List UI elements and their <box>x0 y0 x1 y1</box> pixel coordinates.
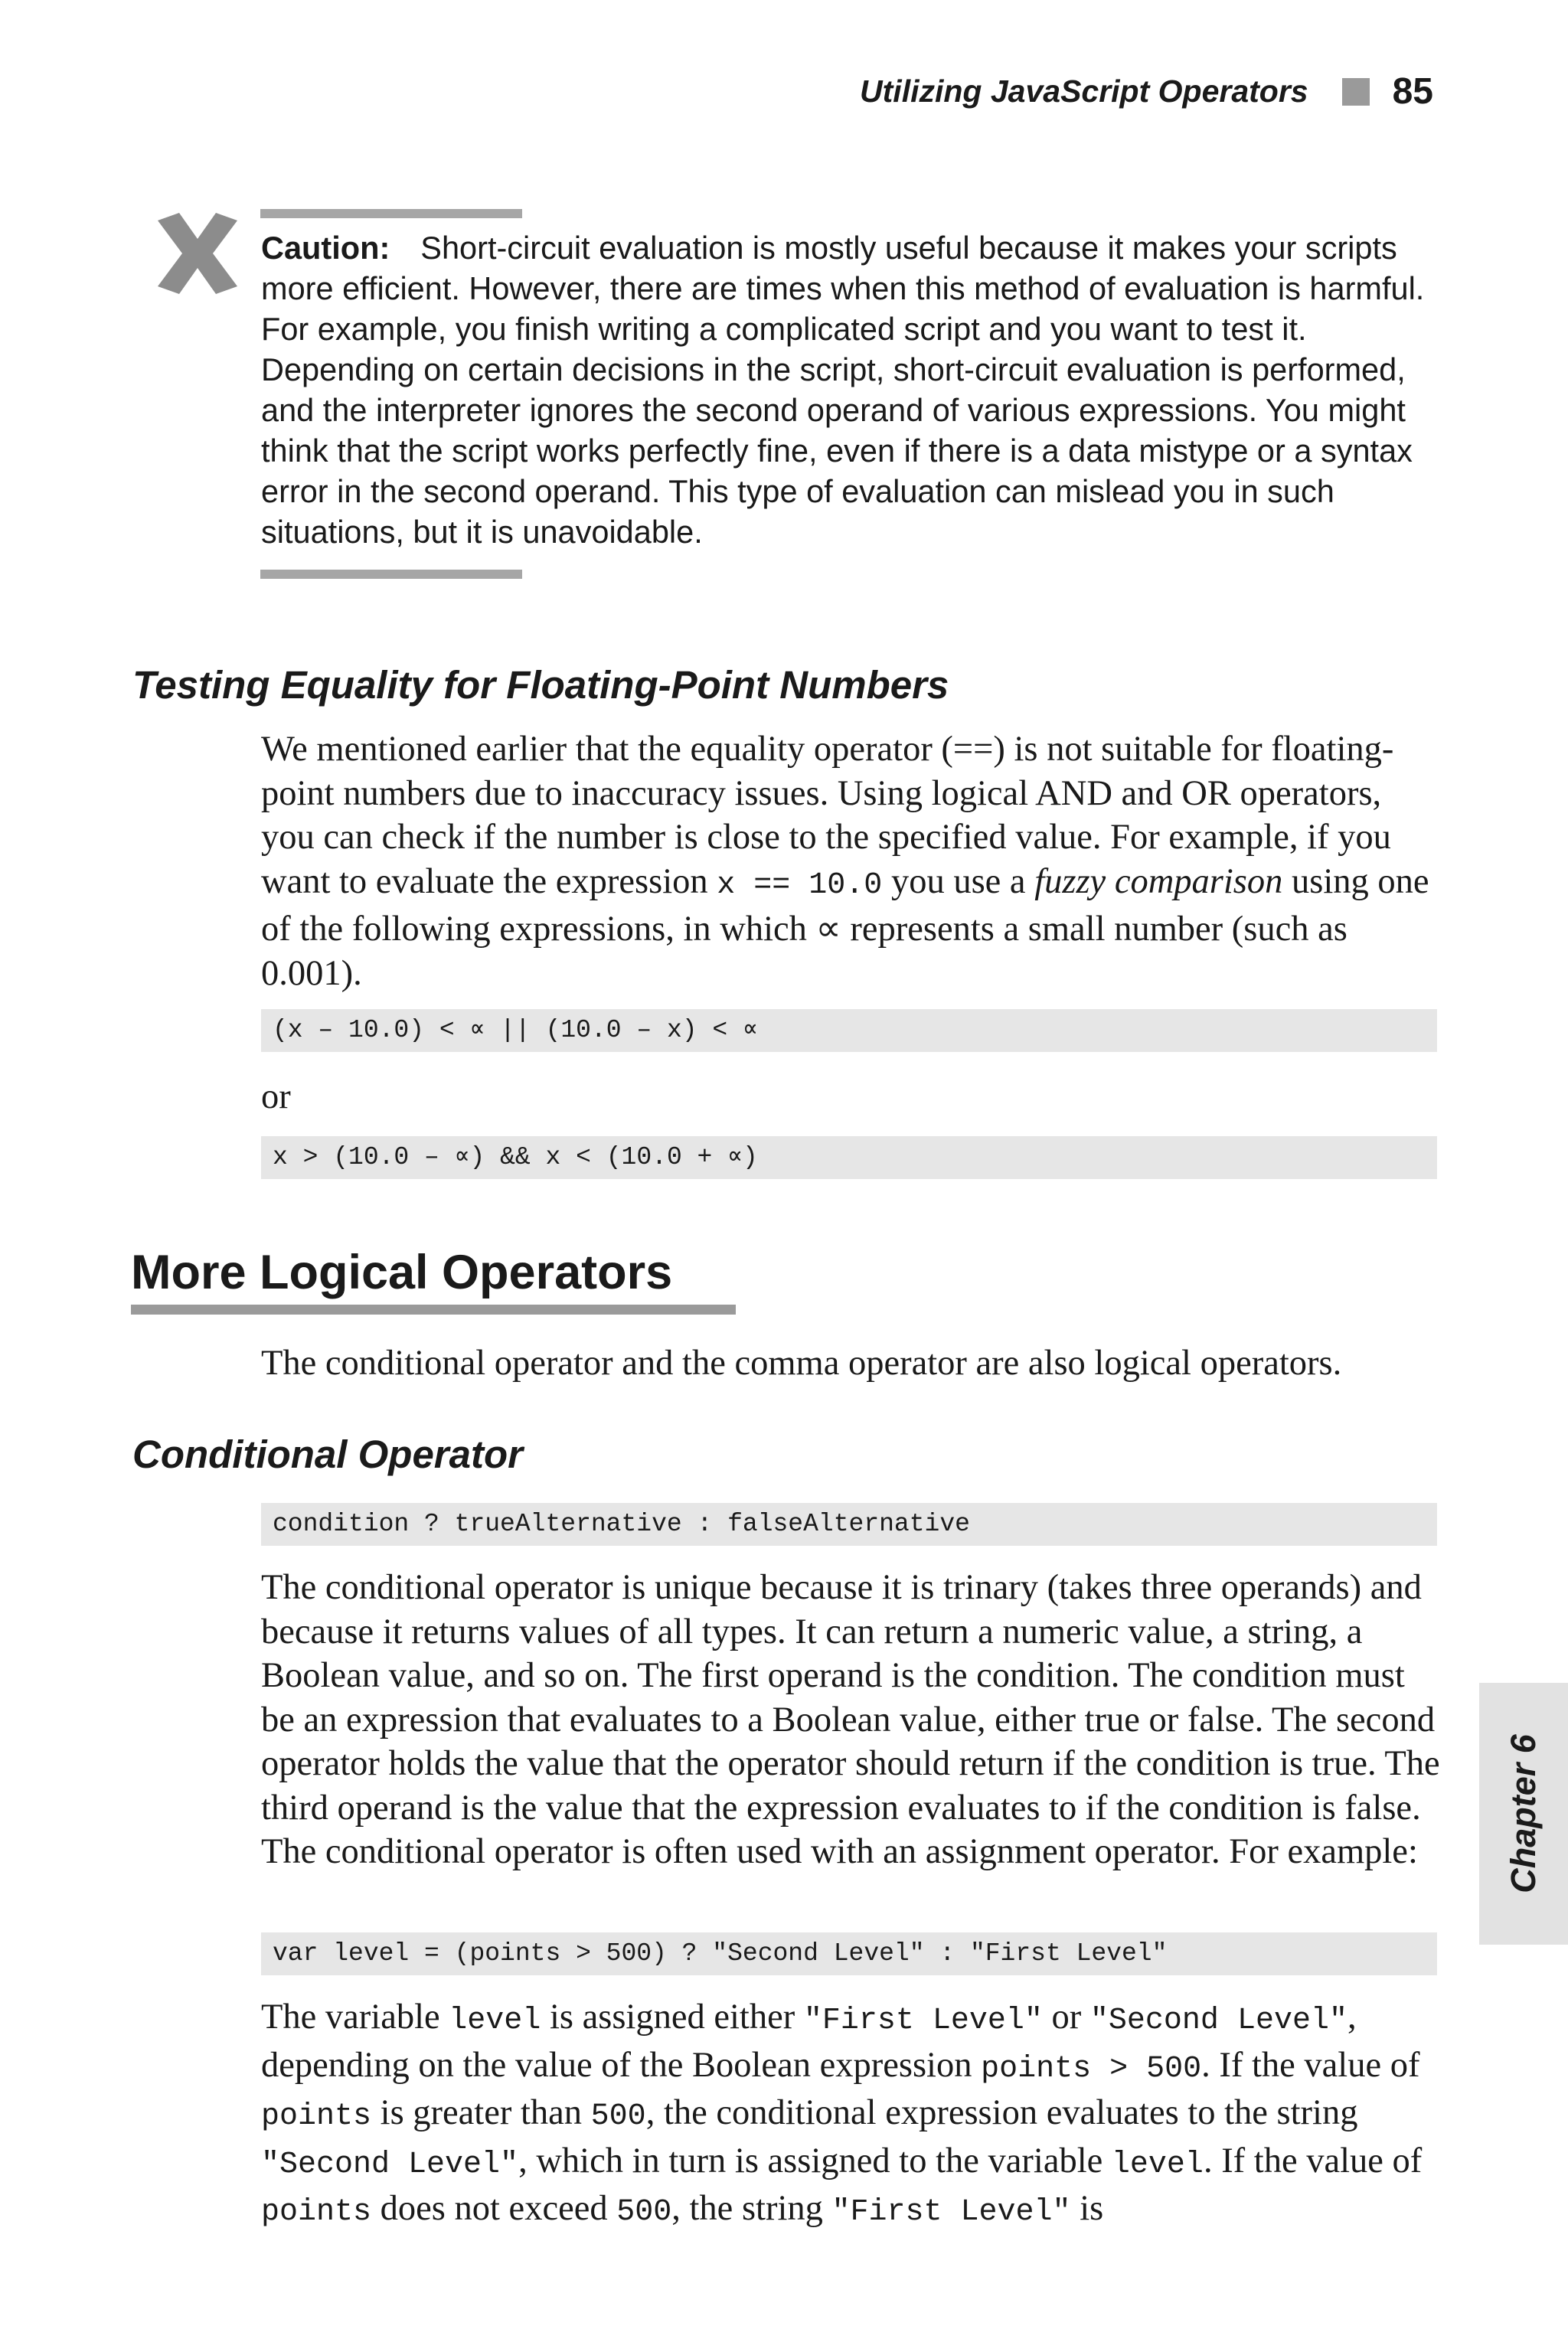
inline-code: points > 500 <box>981 2051 1202 2086</box>
conditional-explanation-paragraph <box>261 1995 1440 2235</box>
code-block-example: var level = (points > 500) ? "Second Level" : "First Level" <box>261 1932 1437 1975</box>
running-header <box>860 70 1433 113</box>
inline-code: points <box>261 2195 372 2230</box>
inline-code: 500 <box>616 2195 672 2230</box>
paragraph-text: . If the value of <box>1201 2045 1420 2085</box>
caution-body: Short-circuit evaluation is mostly useful because it makes your scripts more efficient. However, there are times when this method of evaluation is harmful. For example, you finish writing a complicated script and you want to test it. Depending on certain decisions in the script, short-circuit evaluation is performed, and the interpreter ignores the second operand of various expressions. You might think that the script works perfectly fine, even if there is a data mistype or a syntax error in the second operand. This type of evaluation can mislead you in such situations, but it is unavoidable. <box>261 230 1425 550</box>
paragraph-text: or <box>1042 1998 1090 2037</box>
caution-note <box>261 227 1440 552</box>
running-header-title: Utilizing JavaScript Operators <box>860 74 1308 109</box>
paragraph-text: The variable <box>261 1998 449 2037</box>
paragraph-text: using one of the following expressions, in which ∝ represents a small number (such as 0.001). <box>261 861 1429 993</box>
page-number: 85 <box>1392 71 1433 112</box>
paragraph-text: does not exceed <box>371 2189 617 2228</box>
caution-label: Caution: <box>261 230 390 266</box>
paragraph-text: We mentioned earlier that the equality operator (==) is not suitable for floating-point numbers due to inaccuracy issues. Using logical AND and OR operators, you can check if the number is close to the specified value. For example, if you want to evaluate the expression <box>261 730 1394 901</box>
inline-code: level <box>1111 2147 1204 2182</box>
inline-code: points <box>261 2099 372 2134</box>
inline-code: "Second Level" <box>261 2147 519 2182</box>
code-block-fuzzy-or: (x – 10.0) < ∝ || (10.0 – x) < ∝ <box>261 1009 1437 1052</box>
paragraph-text: . If the value of <box>1203 2141 1423 2180</box>
logical-operators-heading: More Logical Operators <box>131 1246 673 1299</box>
caution-top-rule <box>260 209 522 218</box>
inline-code: x == 10.0 <box>717 867 883 903</box>
section-heading-rule <box>131 1305 736 1315</box>
paragraph-text: , depending on the value of the Boolean expression <box>261 1998 1357 2085</box>
paragraph-text: is greater than <box>371 2093 591 2132</box>
caution-bottom-rule <box>260 570 522 579</box>
inline-code: "First Level" <box>831 2195 1071 2230</box>
chapter-tab <box>1479 1683 1568 1945</box>
code-block-fuzzy-and: x > (10.0 – ∝) && x < (10.0 + ∝) <box>261 1136 1437 1179</box>
floating-point-paragraph <box>261 727 1440 995</box>
inline-code: level <box>449 2004 541 2038</box>
conditional-operator-paragraph: The conditional operator is unique because it is trinary (takes three operands) and because it returns values of all types. It can return a numeric value, a string, a Boolean value, and so on. The first operand is the condition. The condition must be an expression that evaluates to a Boolean value, either true or false. The second operator holds the value that the operator should return if the condition is true. The third operand is the value that the expression evaluates to if the condition is false. The conditional operator is often used with an assignment operator. For example: <box>261 1568 1440 1871</box>
conditional-operator-heading: Conditional Operator <box>132 1432 523 1476</box>
inline-code: "First Level" <box>803 2004 1043 2038</box>
inline-code: 500 <box>590 2099 646 2134</box>
paragraph-text: you use a <box>882 861 1035 901</box>
chapter-tab-label: Chapter 6 <box>1504 1734 1543 1893</box>
paragraph-text: , the conditional expression evaluates to the string <box>645 2093 1358 2132</box>
paragraph-text: , the string <box>671 2189 832 2228</box>
paragraph-text: is <box>1070 2189 1104 2228</box>
caution-x-icon <box>152 211 243 296</box>
header-square-icon <box>1342 78 1370 106</box>
paragraph-text: , which in turn is assigned to the variable <box>518 2141 1112 2180</box>
paragraph-text: is assigned either <box>541 1998 804 2037</box>
floating-point-heading: Testing Equality for Floating-Point Numbers <box>132 663 949 707</box>
or-text: or <box>261 1077 291 1116</box>
code-block-syntax: condition ? trueAlternative : falseAlternative <box>261 1503 1437 1546</box>
inline-code: "Second Level" <box>1089 2004 1348 2038</box>
logical-operators-intro: The conditional operator and the comma operator are also logical operators. <box>261 1344 1342 1383</box>
emphasis-text: fuzzy comparison <box>1034 861 1283 901</box>
